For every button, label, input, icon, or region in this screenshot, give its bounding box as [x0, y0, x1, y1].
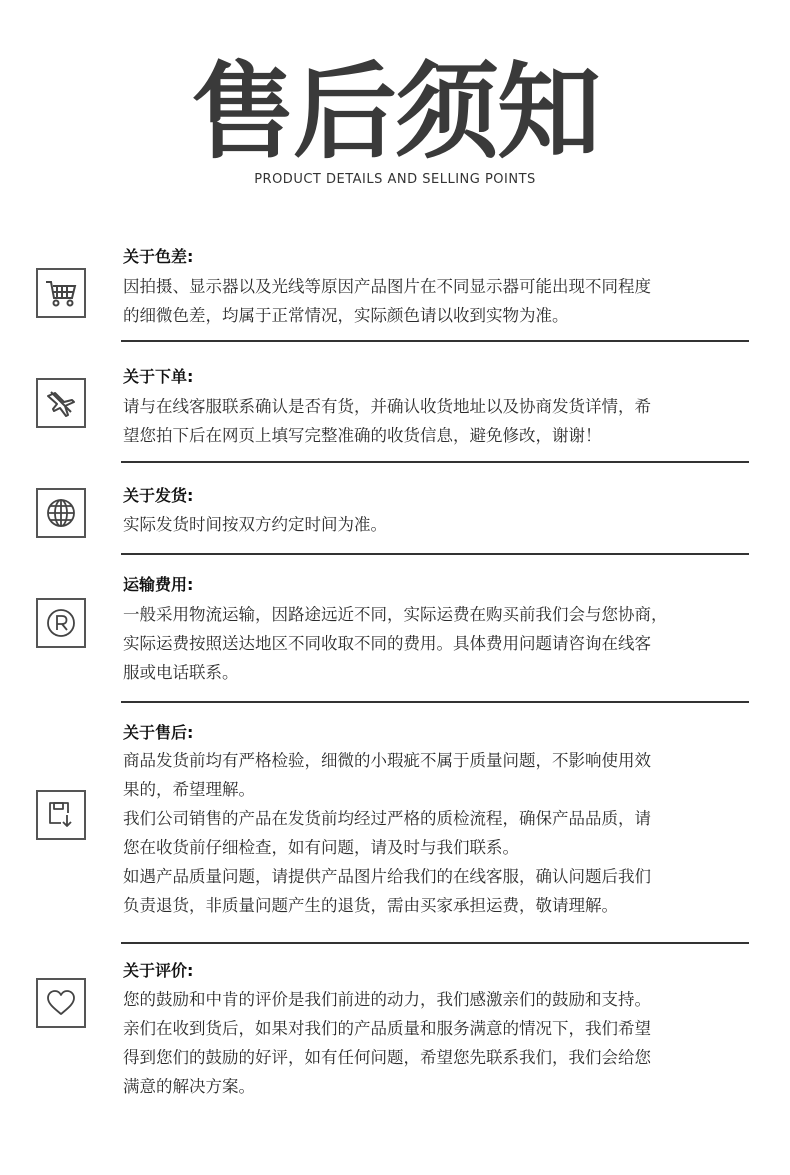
section-body: 一般采用物流运输，因路途远近不同，实际运费在购买前我们会与您协商， 实际运费按照送达地区不同收取不同的费用。具体费用问题请咨询在线客 服或电话联系。 — [123, 605, 668, 682]
section-title: 关于售后: — [123, 723, 194, 742]
section-title: 关于色差: — [123, 247, 194, 266]
heart-icon — [36, 978, 86, 1028]
divider — [121, 701, 749, 703]
save-download-icon — [36, 790, 86, 840]
section-title: 关于评价: — [123, 961, 194, 980]
divider — [121, 553, 749, 555]
section-body: 商品发货前均有严格检验，细微的小瑕疵不属于质量问题，不影响使用效 果的，希望理解。 我们公司销售的产品在发货前均经过严格的质检流程，确保产品品质，请 您在收货前仔细检查，如有问题，请及时与我们联系。 如遇产品质量问题，请提供产品图片给我们的在线客服，确认问题后我们 负责退货，非质量问题产生的退货，需由买家承担运费，敬请理解。 — [123, 751, 651, 915]
divider — [121, 461, 749, 463]
airplane-icon — [36, 378, 86, 428]
page-subtitle: PRODUCT DETAILS AND SELLING POINTS — [254, 172, 536, 187]
divider — [121, 340, 749, 342]
divider — [121, 942, 749, 944]
shopping-cart-icon — [36, 268, 86, 318]
section-body: 请与在线客服联系确认是否有货，并确认收货地址以及协商发货详情，希 望您拍下后在网页上填写完整准确的收货信息，避免修改，谢谢！ — [123, 397, 651, 445]
registered-icon — [36, 598, 86, 648]
section-title: 关于发货: — [123, 486, 194, 505]
section-body: 实际发货时间按双方约定时间为准。 — [123, 515, 387, 534]
page-title: 售后须知 — [190, 51, 599, 173]
globe-icon — [36, 488, 86, 538]
section-title: 运输费用: — [123, 575, 194, 594]
section-title: 关于下单: — [123, 367, 194, 386]
section-body: 因拍摄、显示器以及光线等原因产品图片在不同显示器可能出现不同程度 的细微色差，均属于正常情况，实际颜色请以收到实物为准。 — [123, 277, 651, 325]
section-body: 您的鼓励和中肯的评价是我们前进的动力，我们感激亲们的鼓励和支持。 亲们在收到货后，如果对我们的产品质量和服务满意的情况下，我们希望 得到您们的鼓励的好评，如有任何问题，希望您先联系我们，我们会给您 满意的解决方案。 — [123, 990, 651, 1096]
